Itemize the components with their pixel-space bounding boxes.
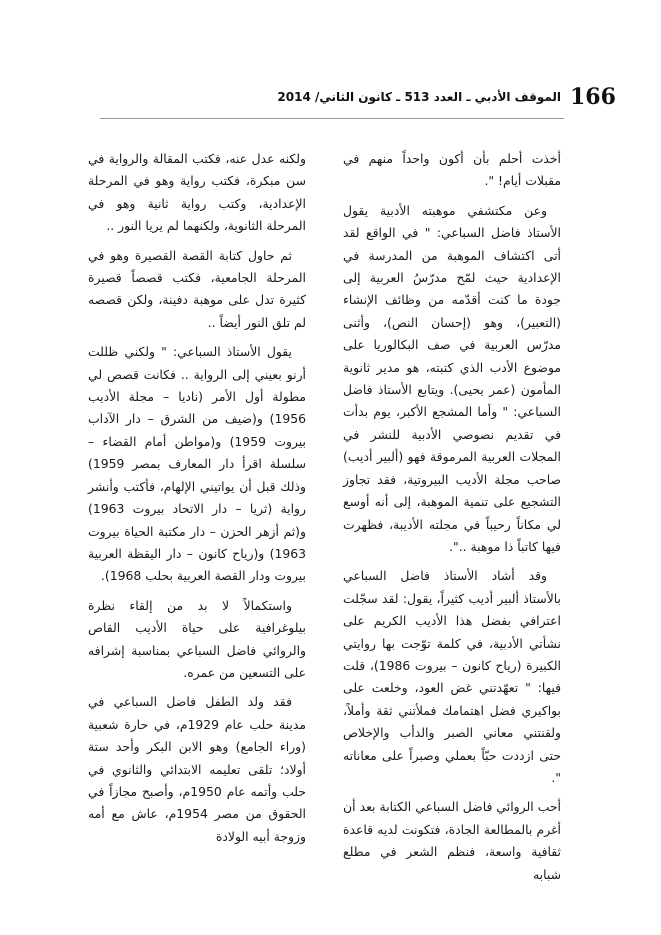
header-rule bbox=[100, 118, 564, 119]
paragraph: وعن مكتشفي موهبته الأدبية يقول الأستاذ فاضل السباعي: " في الواقع لقد أتى اكتشاف الموهبة من المدرسة في الإعدادية حيث لمّح مدرّسُ العربية إلى جودة ما كنت أقدّمه من وظائف الإنشاء (التعبير)، وهو (إحسان النص)، وأثنى مدرّس العربية في صف البكالوريا على موضوع الأدب الذي كتبته، هو مدير ثانوية المأمون (عمر يحيى). ويتابع الأستاذ فاضل السباعي: " وأما المشجع الأكبر، يوم بدأت في تقديم نصوصي الأدبية للنشر في المجلات العربية المرموقة فهو (ألبير أديب) صاحب مجلة الأديب البيروتية، فقد تجاوز التشجيع على تنمية الموهبة، إلى أنه أوسع لي مكاناً رحيباً في مجلته الأديبة، فظهرت فيها كاتباً ذا موهبة ..". bbox=[343, 202, 561, 554]
left-column bbox=[88, 148, 306, 848]
paragraph: فقد ولد الطفل فاضل السباعي في مدينة حلب عام 1929م، في حارة شعبية (وراء الجامع) وهو الابن البكر وأحد ستة أولاد؛ تلقى تعليمه الابتدائي والثانوي في حلب وأتمه عام 1950م، وأصبح مجازاً في الحقوق من مصر 1954م، عاش مع أمه وزوجة أبيه الولادة bbox=[88, 694, 307, 844]
paragraph: ثم حاول كتابة القصة القصيرة وهو في المرحلة الجامعية، فكتب قصصاً قصيرة كثيرة تدل على موهبة دفينة، ولكن قصصه لم تلق النور أيضاً .. bbox=[88, 247, 306, 330]
paragraph: أخذت أحلم بأن أكون واحداً منهم في مقبلات أيام! ". bbox=[343, 151, 561, 189]
paragraph: ولكنه عدل عنه، فكتب المقالة والرواية في سن مبكرة، فكتب رواية وهو في المرحلة الإعدادية، وكتب رواية ثانية وهو في المرحلة الثانوية، ولكنهما لم يريا النور .. bbox=[88, 151, 306, 234]
page-number: 166 bbox=[570, 84, 616, 110]
paragraph: أحب الروائي فاضل السباعي الكتابة بعد أن أغرم بالمطالعة الجادة، فتكونت لديه قاعدة ثقافية واسعة، فنظم الشعر في مطلع شبابه bbox=[343, 799, 561, 882]
running-title: الموقف الأدبي ـ العدد 513 ـ كانون الثاني/ 2014 bbox=[277, 90, 561, 104]
paragraph: وقد أشاد الأستاذ فاضل السباعي بالأستاذ ألبير أديب كثيراً، يقول: لقد سجّلت اعترافي بفضل هذا الأديب الكريم على نشأتي الأدبية، في كلمة توّجت بها روايتي الكبيرة (رياح كانون – بيروت 1986)، قلت فيها: " تعهّدتني غض العود، وخلعت على بواكيري فضل اهتمامك فملأتني ثقة وأملاً، ولقنتني معاني الصبر والدأب والإخلاص حتى ازددت حبّاً بعملي وصبراً على معاناته ". bbox=[343, 568, 561, 785]
paragraph: واستكمالاً لا بد من إلقاء نظرة بيلوغرافية على حياة الأديب القاص والروائي فاضل السباعي بمناسبة إشرافه على التسعين من عمره. bbox=[88, 597, 306, 680]
paragraph: يقول الأستاذ السباعي: " ولكني ظللت أرنو بعيني إلى الرواية .. فكانت قصص لي مطولة أول الأمر (ناديا – مجلة الأديب 1956) و(ضيف من الشرق – دار الآداب بيروت 1959) و(مواطن أمام القضاء – سلسلة اقرأ دار المعارف بمصر 1959) وذلك قبل أن يواتيني الإلهام، فأكتب وأنشر رواية (ثريا – دار الاتحاد بيروت 1963) و(ثم أزهر الحزن – دار مكتبة الحياة بيروت 1963) و(رياح كانون – دار اليقظة العربية بيروت ودار القصة العربية بحلب 1968). bbox=[88, 344, 306, 584]
page-header bbox=[0, 84, 661, 114]
right-column bbox=[343, 148, 561, 886]
